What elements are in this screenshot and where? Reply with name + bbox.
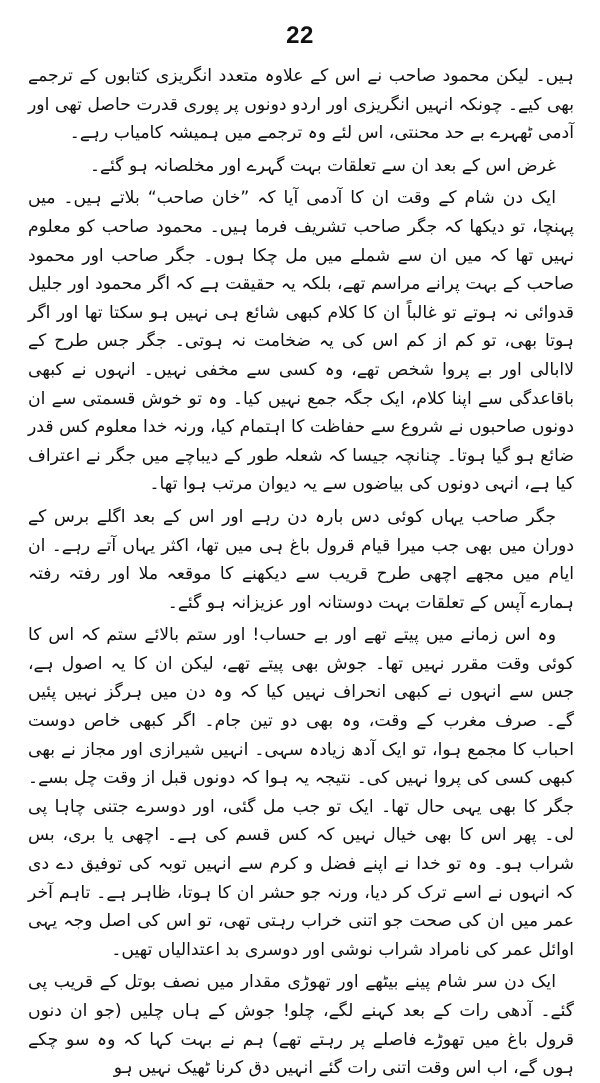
- paragraph: جگر صاحب یہاں کوئی دس بارہ دن رہے اور اس کے بعد اگلے برس کے دوران میں بھی جب میرا قیام قرول باغ ہی میں تھا، اکثر یہاں آتے رہے۔ ان ایام میں مجھے اچھی طرح قریب سے دیکھنے کا موقعہ ملا اور رفتہ رفتہ ہمارے آپس کے تعلقات بہت دوستانہ اور عزیزانہ ہو گئے۔: [28, 506, 574, 613]
- paragraph: غرض اس کے بعد ان سے تعلقات بہت گہرے اور مخلصانہ ہو گئے۔: [89, 155, 556, 176]
- page-number: 22: [286, 22, 314, 49]
- paragraph: ہیں۔ لیکن محمود صاحب نے اس کے علاوہ متعدد انگریزی کتابوں کے ترجمے بھی کیے۔ چونکہ انہیں انگریزی اور اردو دونوں پر پوری قدرت حاصل تھی اور آدمی ٹھہرے بے حد محنتی، اس لئے وہ ترجمے میں ہمیشہ کامیاب رہے۔: [28, 66, 574, 144]
- paragraph: وہ اس زمانے میں پیتے تھے اور بے حساب! اور ستم بالائے ستم کہ اس کا کوئی وقت مقرر نہیں تھا۔ جوش بھی پیتے تھے، لیکن ان کا یہ اصول ہے، جس سے انہوں نے کبھی انحراف نہیں کیا کہ وہ دن میں ہرگز نہیں پئیں گے۔ صرف مغرب کے وقت، وہ بھی دو تین جام۔ اگر کبھی خاص دوست احباب کا مجمع ہوا، تو ایک آدھ زیادہ سہی۔ انہیں شیرازی اور مجاز نے بھی کبھی کسی کی پروا نہیں کی۔ نتیجہ یہ ہوا کہ دونوں قبل از وقت چل بسے۔ جگر کا بھی یہی حال تھا۔ ایک تو جب مل گئی، اور دوسرے جتنی چاہا پی لی۔ پھر اس کا بھی خیال نہیں کہ کس قسم کی ہے۔ اچھی یا بری، بس شراب ہو۔ وہ تو خدا نے اپنے فضل و کرم سے انہیں توبہ کی توفیق دے دی کہ انہوں نے اسے ترک کر دیا، ورنہ جو حشر ان کا ہوتا، ظاہر ہے۔ تاہم آخر عمر میں ان کی صحت جو اتنی خراب رہتی تھی، تو اس کی اصل وجہ یہی اوائل عمر کی نامراد شراب نوشی اور دوسری بد اعتدالیاں تھیں۔: [28, 625, 574, 960]
- body-text: [28, 62, 574, 1083]
- paragraph: ایک دن شام کے وقت ان کا آدمی آیا کہ ”خان صاحب“ بلاتے ہیں۔ میں پہنچا، تو دیکھا کہ جگر صاحب تشریف فرما ہیں۔ محمود صاحب کو معلوم نہیں تھا کہ میں ان سے شملے میں مل چکا ہوں۔ جگر صاحب اور محمود صاحب کے بہت پرانے مراسم تھے، بلکہ یہ حقیقت ہے کہ اگر محمود اور جلیل قدوائی نہ ہوتے تو غالباً ان کا کلام کبھی شائع ہی نہیں ہو سکتا تھا اور اگر ہوتا بھی، تو کم از کم اس کی یہ ضخامت نہ ہوتی۔ جگر جس طرح کے لاابالی اور بے پروا شخص تھے، وہ کسی سے مخفی نہیں۔ انہوں نے کبھی باقاعدگی سے اپنا کلام، ایک جگہ جمع نہیں کیا۔ وہ تو خوش قسمتی سے ان دونوں صاحبوں نے شروع سے حفاظت کا اہتمام کیا، ورنہ خدا معلوم کس قدر ضائع ہو گیا ہوتا۔ چنانچہ جیسا کہ شعلہ طور کے دیباچے میں جگر نے اعتراف کیا ہے، انہی دونوں کی بیاضوں سے یہ دیوان مرتب ہوا تھا۔: [28, 188, 574, 495]
- paragraph: ایک دن سر شام پینے بیٹھے اور تھوڑی مقدار میں نصف بوتل کے قریب پی گئے۔ آدھی رات کے بعد کہنے لگے، چلو! جوش کے ہاں چلیں (جو ان دنوں قرول باغ میں تھوڑے فاصلے پر رہتے تھے) ہم نے بہت کہا کہ وہ سو چکے ہوں گے، اب اس وقت اتنی رات گئے انہیں دق کرنا ٹھیک نہیں ہو: [28, 972, 574, 1079]
